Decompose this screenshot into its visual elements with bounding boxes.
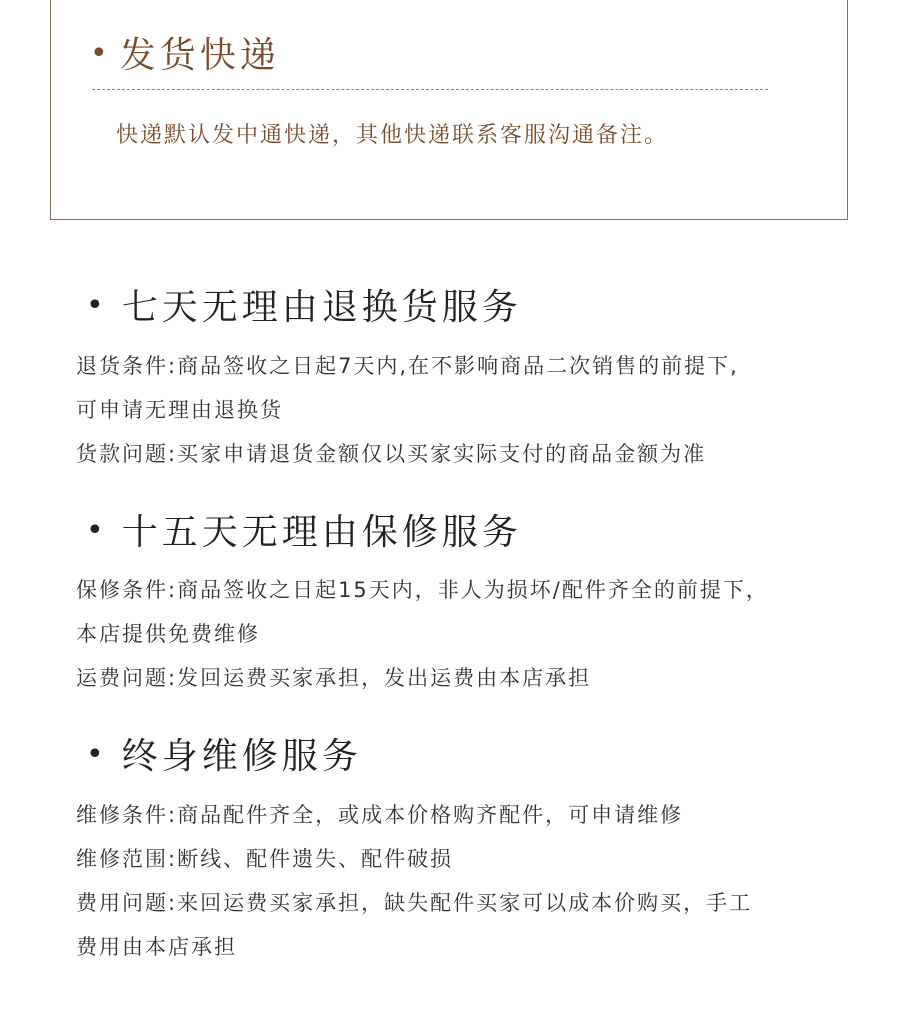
return-condition-line: 退货条件:商品签收之日起7天内,在不影响商品二次销售的前提下, <box>76 354 739 378</box>
repair-scope-line: 维修范围:断线、配件遗失、配件破损 <box>76 847 454 871</box>
warranty-condition-line-2: 本店提供免费维修 <box>76 622 260 646</box>
bullet-icon: • <box>86 737 108 772</box>
section-title-seven-day-return <box>86 282 522 332</box>
return-condition-line-2: 可申请无理由退换货 <box>76 398 283 422</box>
shipping-title-text: 发货快递 <box>119 35 280 76</box>
section-title-lifetime-repair <box>86 731 362 781</box>
section-title-text: 十五天无理由保修服务 <box>121 512 522 553</box>
section-body-seven-day-return <box>76 344 866 476</box>
section-body-lifetime-repair <box>76 793 866 969</box>
fee-issue-line-2: 费用由本店承担 <box>76 935 237 959</box>
shipping-title <box>90 30 280 80</box>
fee-issue-line: 费用问题:来回运费买家承担，缺失配件买家可以成本价购买，手工 <box>76 891 753 915</box>
dashed-divider <box>92 89 768 90</box>
bullet-icon: • <box>86 513 108 548</box>
section-title-fifteen-day-warranty <box>86 507 522 557</box>
section-body-fifteen-day-warranty <box>76 568 866 700</box>
shipping-text: 快递默认发中通快递，其他快递联系客服沟通备注。 <box>116 123 669 148</box>
section-title-text: 终身维修服务 <box>121 736 362 777</box>
bullet-icon: • <box>90 36 112 71</box>
repair-condition-line: 维修条件:商品配件齐全，或成本价格购齐配件，可申请维修 <box>76 803 684 827</box>
section-title-text: 七天无理由退换货服务 <box>121 287 522 328</box>
bullet-icon: • <box>86 288 108 323</box>
warranty-condition-line: 保修条件:商品签收之日起15天内，非人为损坏/配件齐全的前提下， <box>76 578 769 602</box>
shipping-fee-line: 运费问题:发回运费买家承担，发出运费由本店承担 <box>76 666 592 690</box>
refund-issue-line: 货款问题:买家申请退货金额仅以买家实际支付的商品金额为准 <box>76 442 707 466</box>
